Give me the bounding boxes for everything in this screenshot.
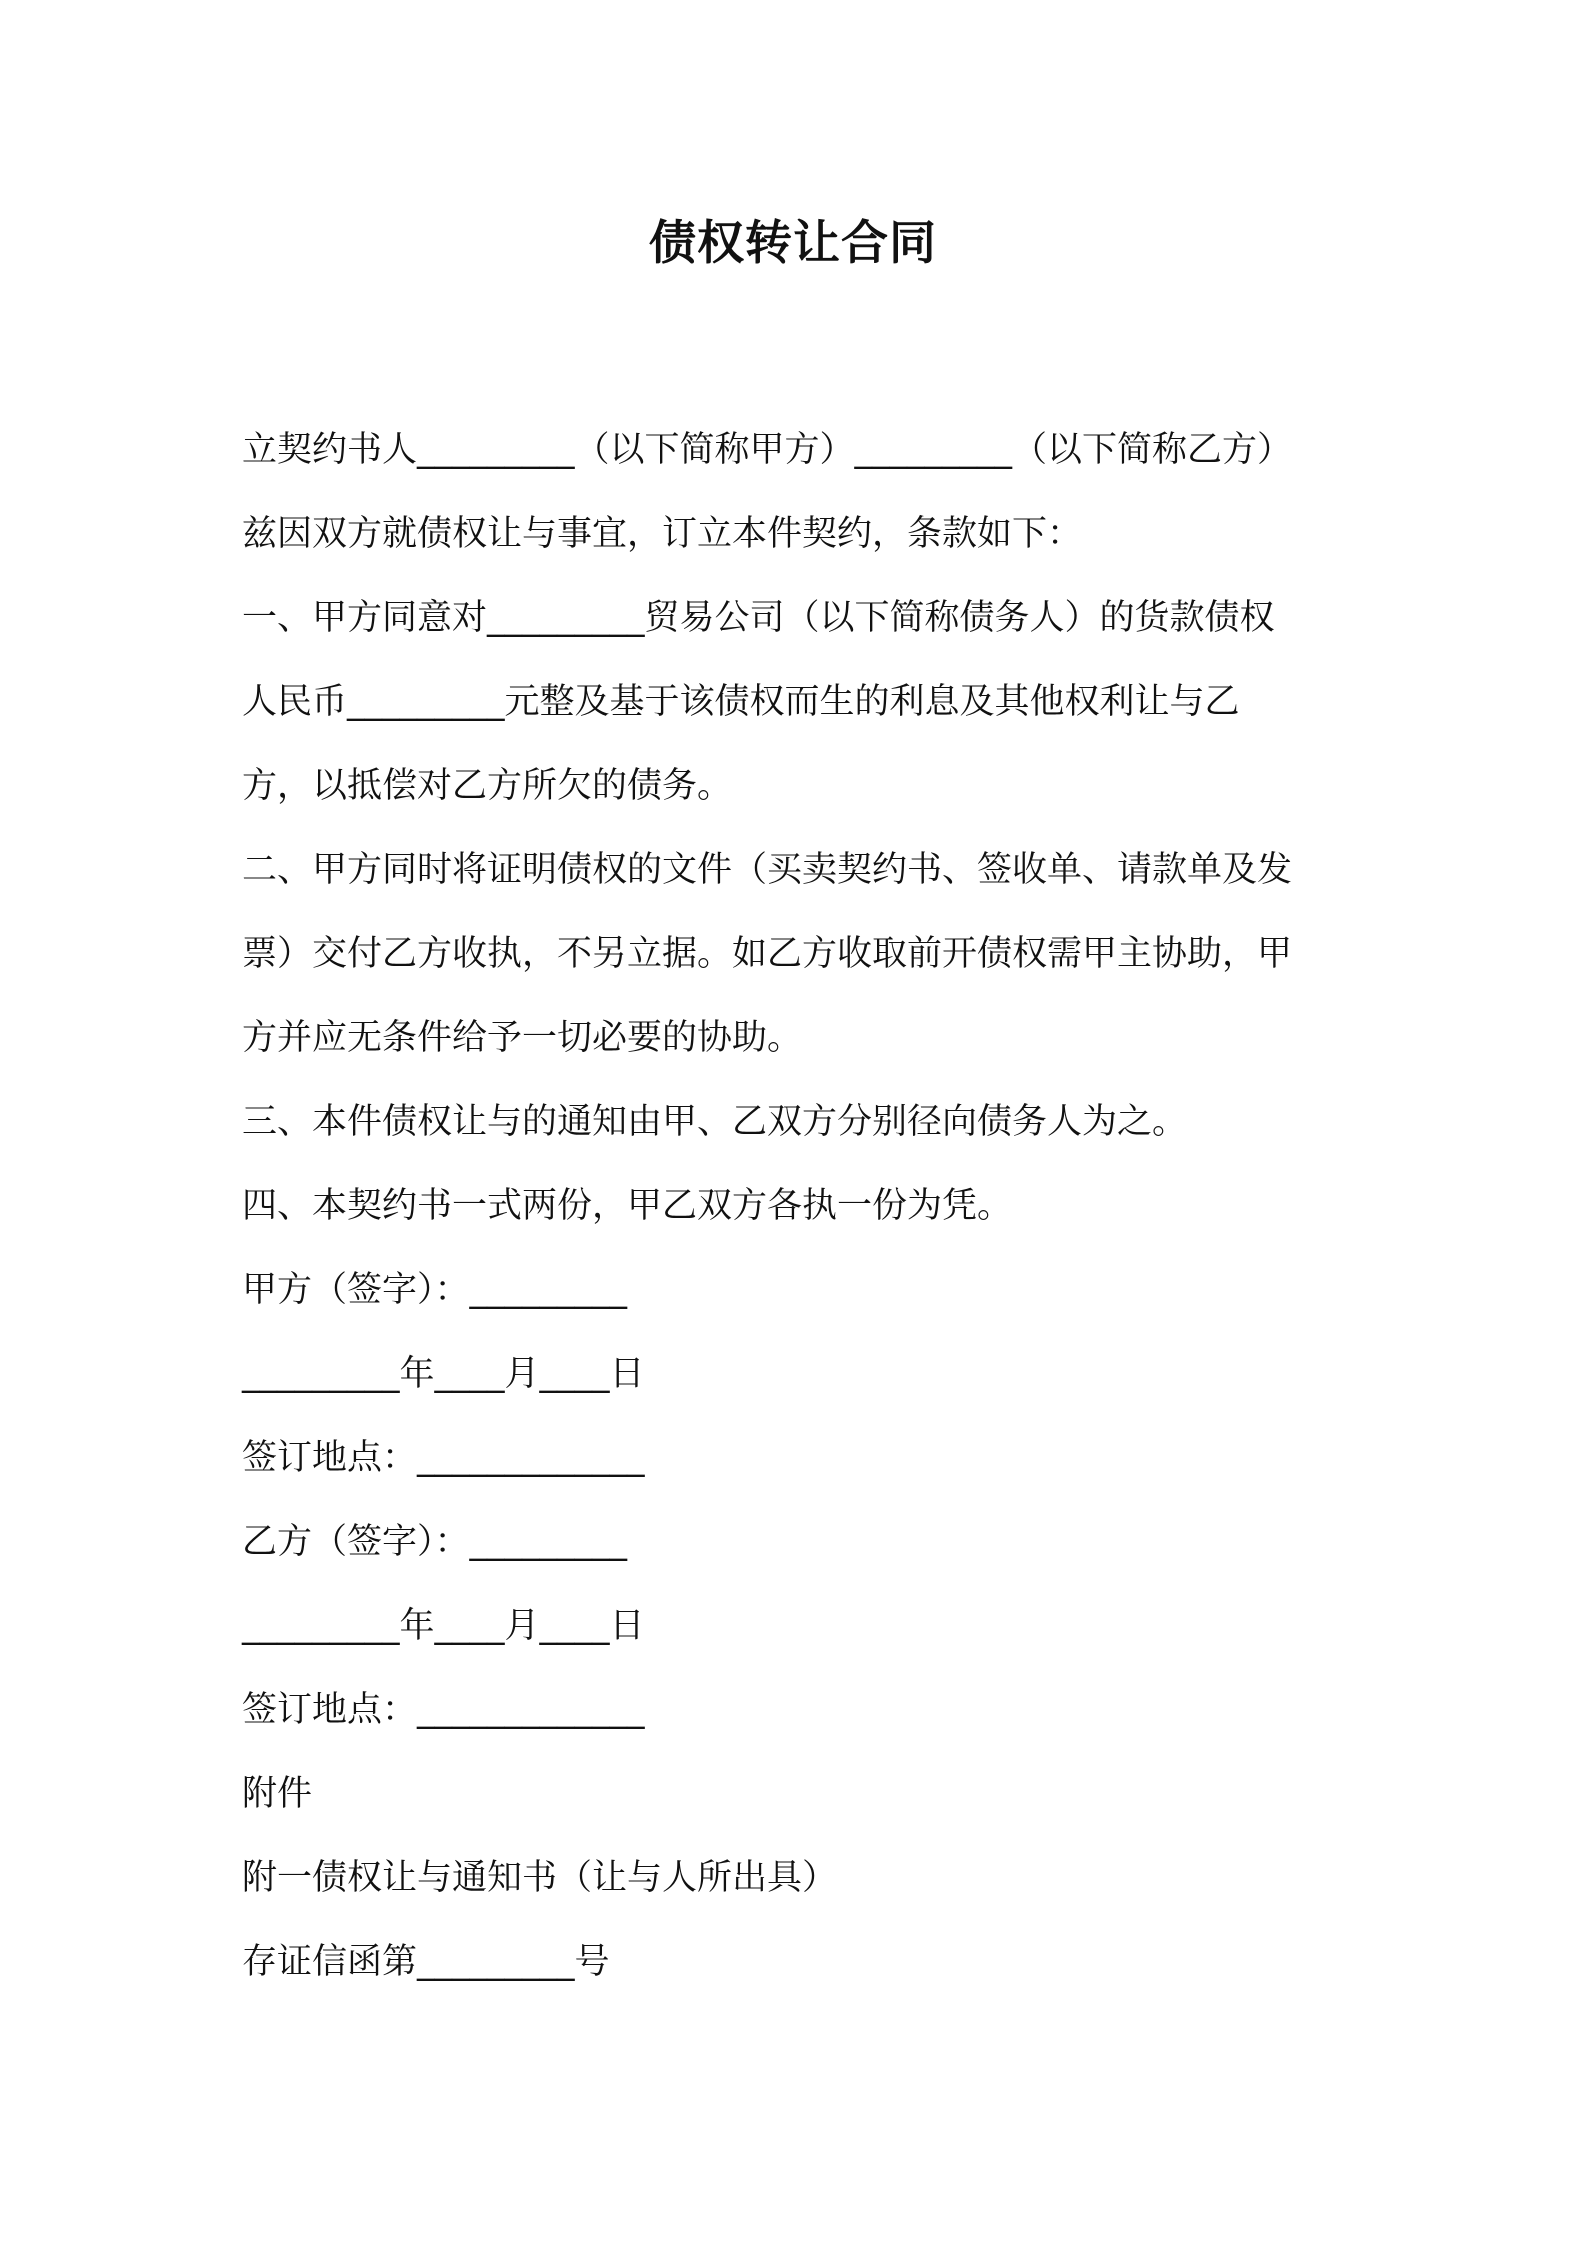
party-b-signature-line: 乙方（签字）：_________	[242, 1522, 628, 1562]
clause-2-line-3: 方并应无条件给予一切必要的协助。	[242, 1018, 803, 1058]
party-a-date-line: _________年____月____日	[242, 1354, 645, 1394]
document-title: 债权转让合同	[649, 216, 937, 271]
clause-2-line-2: 票）交付乙方收执，不另立据。如乙方收取前开债权需甲主协助，甲	[242, 934, 1293, 974]
clause-4-line: 四、本契约书一式两份，甲乙双方各执一份为凭。	[242, 1186, 1013, 1226]
clause-3-line: 三、本件债权让与的通知由甲、乙双方分别径向债务人为之。	[242, 1102, 1188, 1142]
parties-line: 立契约书人_________（以下简称甲方）_________（以下简称乙方）	[242, 430, 1293, 470]
attachment-item: 附一债权让与通知书（让与人所出具）	[242, 1858, 838, 1898]
party-a-signature-line: 甲方（签字）：_________	[242, 1270, 628, 1310]
clause-1-line-3: 方，以抵偿对乙方所欠的债务。	[242, 766, 733, 806]
document-body	[242, 408, 1362, 2004]
party-b-date-line: _________年____月____日	[242, 1606, 645, 1646]
clause-1-line-2: 人民币_________元整及基于该债权而生的利息及其他权利让与乙	[242, 682, 1240, 722]
preamble-line: 兹因双方就债权让与事宜，订立本件契约，条款如下：	[242, 514, 1083, 554]
party-a-place-line: 签订地点：_____________	[242, 1438, 645, 1478]
clause-2-line-1: 二、甲方同时将证明债权的文件（买卖契约书、签收单、请款单及发	[242, 850, 1293, 890]
attachment-heading: 附件	[242, 1774, 313, 1814]
party-b-place-line: 签订地点：_____________	[242, 1690, 645, 1730]
certified-letter-line: 存证信函第_________号	[242, 1942, 610, 1982]
clause-1-line-1: 一、甲方同意对_________贸易公司（以下简称债务人）的货款债权	[242, 598, 1275, 638]
